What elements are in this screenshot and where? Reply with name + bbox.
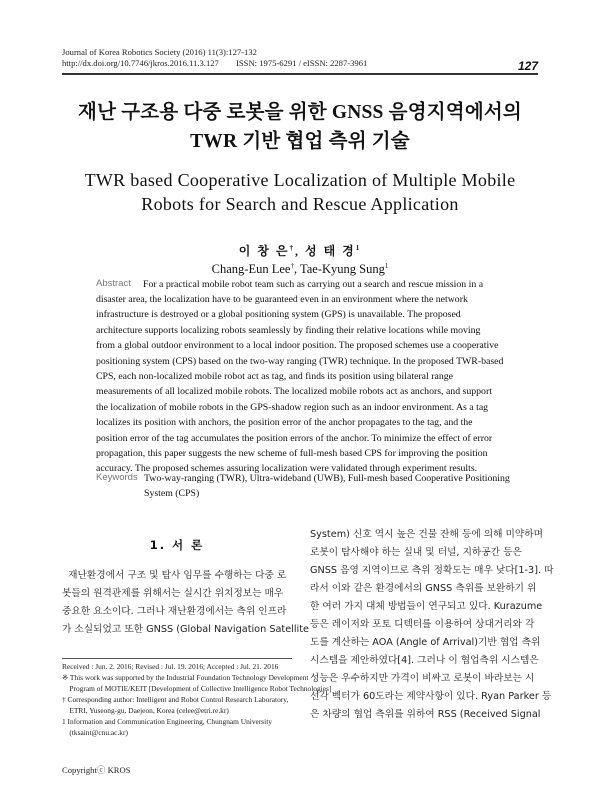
korean-title-line-2: TWR 기반 협업 측위 기술 [190,131,410,152]
body-line: 등은 레이저와 포토 디텍터를 이용하여 상대거리와 각 [310,619,535,630]
abstract-line: positioning system (CPS) based on the two-way ranging (TWR) technique. In the proposed TWR-based [96,356,504,367]
footnote-funding-cont: Program of MOTIE/KEIT [Development of Collective Intelligence Robot Technologies] [62,684,332,693]
body-line: System) 신호 역시 높은 건물 잔해 등에 의해 미약하며 [310,529,543,540]
body-line: 가 소실되었고 또한 GNSS (Global Navigation Satellite [62,624,310,635]
author-separator: , [295,244,305,258]
keywords-line: System (CPS) [144,488,200,499]
abstract-line: propagation, this paper suggests the new scheme of full-mesh based CPS for improving the position [96,448,488,459]
abstract-line: architecture supports localizing robots seamlessly by finding their relative locations while moving [96,325,481,336]
body-line: 봇들의 원격관제를 위해서는 실시간 위치정보는 매우 [62,588,284,599]
footnote-funding: ※ This work was supported by the Industrial Foundation Technology Development [62,673,309,682]
english-authors [0,262,600,277]
author-1-korean: 이 창 은 [238,244,290,258]
body-line: 은 차량의 협업 측위를 위하여 RSS (Received Signal [310,709,541,720]
abstract-line: CPS, each non-localized mobile robot act as tag, and finds its position using bilateral range [96,371,453,382]
korean-authors [0,242,600,259]
body-line: 라서 이와 같은 환경에서의 GNSS 측위를 보완하기 위 [310,583,537,594]
abstract-line: the localization of mobile robots in the GPS-shadow region such as an indoor environment. As a tag [96,402,489,413]
body-line: 중요한 요소이다. 그러나 재난환경에서는 측위 인프라 [62,606,287,617]
english-title-line-1: TWR based Cooperative Localization of Multiple Mobile [84,170,516,190]
abstract-label: Abstract [96,278,131,289]
footnote-received: Received : Jun. 2. 2016; Revised : Jul. 19. 2016; Accepted : Jul. 21. 2016 [62,662,279,671]
copyright-notice: Copyrightⓒ KROS [62,765,131,775]
footnote-corresponding-cont: ETRI, Yuseong-gu, Daejeon, Korea (celee@etri.re.kr) [62,706,229,715]
abstract-line: position error of the tag accumulates the position errors of the anchor. To minimize the effect of error [96,433,493,444]
body-line: 재난환경에서 구조 및 탐사 임무를 수행하는 다중 로 [62,570,287,581]
page-number: 127 [517,59,538,73]
abstract-line: accuracy. The proposed schemes assuring localization were validated through experiment results. [96,463,478,474]
body-line: 로봇이 탐사해야 하는 실내 및 터널, 지하공간 등은 [310,547,522,558]
affiliation-mark: 1 [384,262,389,270]
corresponding-mark: † [289,244,295,252]
korean-title-line-1: 재난 구조용 다중 로봇을 위한 GNSS 음영지역에서의 [78,102,522,123]
english-title-line-2: Robots for Search and Rescue Application [141,194,459,214]
body-line: 한 여러 가지 대체 방법들이 연구되고 있다. Kurazume [310,601,543,612]
keywords-line: Two-way-ranging (TWR), Ultra-wideband (UWB), Full-mesh based Cooperative Positioning [144,473,510,484]
body-line: 도를 계산하는 AOA (Angle of Arrival)기반 협업 측위 [310,637,541,648]
keywords-label: Keywords [96,472,138,483]
author-separator: , [293,262,300,277]
footnote-divider [62,658,292,659]
header-divider [62,73,538,75]
journal-citation: Journal of Korea Robotics Society (2016) 11(3):127-132 [62,47,257,57]
doi-issn-line: http://dx.doi.org/10.7746/jkros.2016.11.3.127 ISSN: 1975-6291 / eISSN: 2287-3961 [62,58,368,68]
footnote-affiliation: 1 Information and Communication Engineering, Chungnam University [62,717,272,726]
abstract-line: infrastructure is destroyed or a global positioning system (GPS) is unavailable. The proposed [96,309,461,320]
abstract-line: from a global outdoor environment to a local indoor position. The proposed schemes use a cooperative [96,340,499,351]
section-title-introduction: 1. 서 론 [149,538,205,552]
abstract-line: For a practical mobile robot team such as carrying out a search and rescue mission in a [143,279,484,290]
body-line: 선각 벡터가 60도라는 제약사항이 있다. Ryan Parker 등 [310,691,552,702]
abstract-line: measurements of all localized mobile robots. The localized mobile robots act as anchors, and support [96,386,492,397]
author-2-korean: 성 태 경 [305,244,356,258]
footnote-corresponding: † Corresponding author: Intelligent and Robot Control Research Laboratory, [62,695,289,704]
footnote-affiliation-cont: (tksaint@cnu.ac.kr) [62,728,128,737]
affiliation-mark: 1 [355,244,362,252]
author-1-english: Chang-Eun Lee [211,262,291,277]
author-2-english: Tae-Kyung Sung [299,262,385,277]
abstract-line: disaster area, the localization have to be guaranteed even in an environment where the network [96,294,468,305]
body-line: GNSS 음영 지역이므로 측위 정확도는 매우 낮다[1-3]. 따 [310,565,554,576]
body-line: 시스템을 제안하였다[4]. 그러나 이 협업측위 시스템은 [310,655,539,666]
corresponding-mark: † [290,262,294,270]
body-line: 성능은 우수하지만 가격이 비싸고 로봇이 바라보는 시 [310,673,535,684]
abstract-line: localizes its position with anchors, the position error of the anchor propagates to the tag, and the [96,417,473,428]
